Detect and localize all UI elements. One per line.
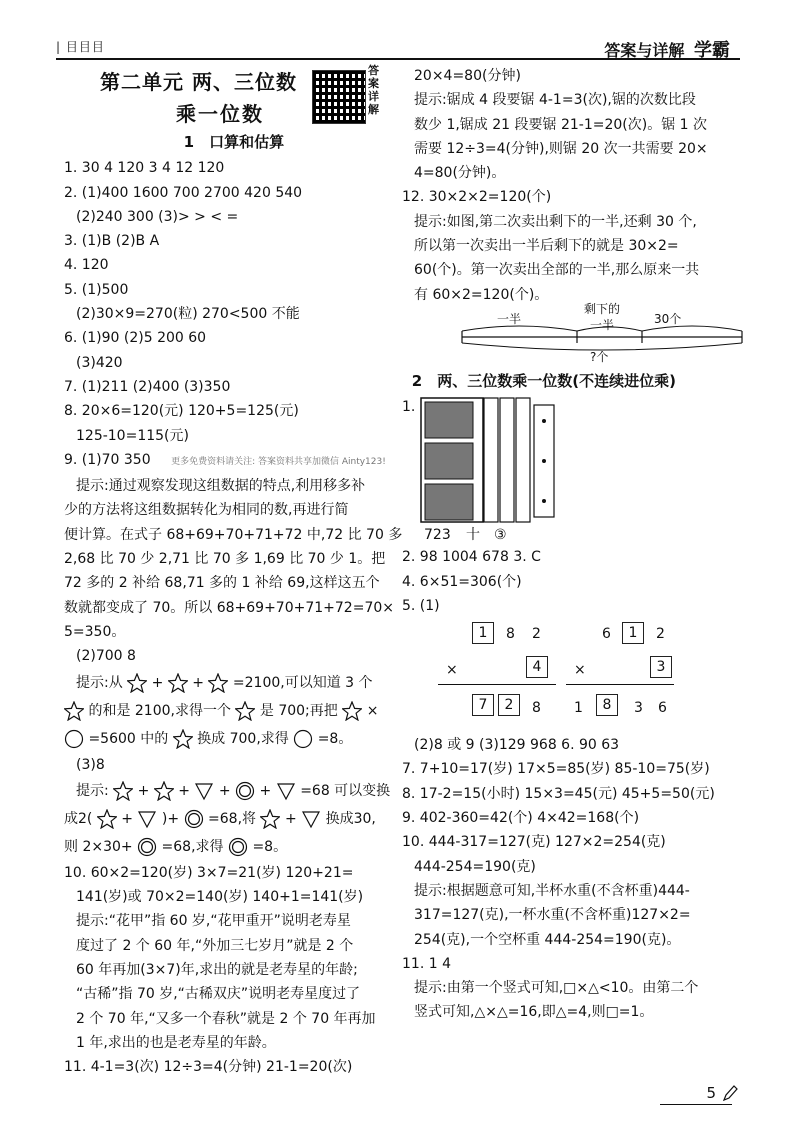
digit: 1 — [574, 700, 583, 717]
star-icon — [260, 809, 280, 829]
answer-line: 11. 4-1=3(次) 12÷3=4(分钟) 21-1=20(次) — [64, 1059, 353, 1076]
hint-line: 317=127(克),一杯水重(不含杯重)127×2= — [414, 907, 691, 924]
double-circle-icon — [137, 837, 157, 857]
vertical-multiplications — [402, 618, 742, 733]
brand-logo: 学霸 — [694, 40, 730, 61]
hint-line: 提示:由第一个竖式可知,□×△<10。由第二个 — [414, 980, 699, 997]
star-icon — [127, 673, 147, 693]
star-hint — [64, 669, 394, 753]
header-answer-title: 答案与详解 — [604, 41, 685, 60]
hint-text: 换成30, — [325, 810, 376, 827]
label-rest-half: 一半 — [590, 317, 615, 332]
circle-icon — [64, 729, 84, 749]
right-column — [402, 64, 742, 1025]
hint-line: 1 年,求出的也是老寿星的年龄。 — [76, 1034, 276, 1051]
answer-line: 3. (1)B (2)B A — [64, 233, 160, 250]
double-circle-icon — [184, 809, 204, 829]
double-circle-icon — [228, 837, 248, 857]
tri-hint-line3 — [64, 833, 394, 861]
hint-line: 数就都变成了 70。所以 68+69+70+71+72=70× — [64, 599, 394, 616]
rule-line — [438, 684, 556, 685]
hint-text: + — [259, 782, 272, 799]
star-icon — [154, 781, 174, 801]
hint-text: =68,求得 — [161, 838, 224, 855]
answer-line: 6. (1)90 (2)5 200 60 — [64, 330, 207, 347]
hint-text: =5600 中的 — [88, 730, 169, 747]
hint-line: 60 年再加(3×7)年,求出的就是老寿星的年龄; — [76, 962, 358, 979]
hint-text: + — [218, 782, 231, 799]
segment-diagram — [402, 301, 742, 364]
star-icon — [168, 673, 188, 693]
answer-line: 5. (1)500 — [64, 281, 129, 298]
answer-line: 10. 444-317=127(克) 127×2=254(克) — [402, 834, 666, 851]
hint-text: 换成 700,求得 — [197, 730, 289, 747]
left-column — [64, 64, 403, 1080]
section-number: 1 — [183, 133, 195, 151]
hint-line: “古稀”指 70 岁,“古稀双庆”说明老寿星度过了 — [76, 986, 361, 1003]
answer-line: 9. 402-360=42(个) 4×42=168(个) — [402, 810, 640, 827]
hint-line: 60(个)。第一次卖出全部的一半,那么原来一共 — [414, 262, 700, 279]
digit: 6 — [658, 700, 667, 717]
hint-line: 提示:如图,第二次卖出剩下的一半,还剩 30 个, — [414, 213, 697, 230]
star-icon — [64, 701, 84, 721]
star-hint-line1 — [64, 669, 394, 697]
hint-text: 提示: — [76, 782, 109, 799]
hint-line: 所以第一次卖出一半后剩下的就是 30×2= — [414, 238, 679, 255]
hint-text: + — [121, 810, 134, 827]
digit: 6 — [602, 626, 611, 643]
answer-line: 4. 6×51=306(个) — [402, 573, 522, 590]
tri-hint-line2 — [64, 805, 394, 833]
answer-line: (3)420 — [76, 354, 123, 371]
answer-9-line — [64, 448, 394, 474]
page-number: 5 — [706, 1084, 716, 1102]
answer-9-text: 9. (1)70 350 — [64, 451, 151, 468]
hint-line: 数少 1,锯成 21 段要锯 21-1=20(次)。锯 1 次 — [414, 116, 708, 133]
star-icon — [342, 701, 362, 721]
star-hint-line3 — [64, 725, 394, 753]
answer-line: 1. 30 4 120 3 4 12 120 — [64, 160, 225, 177]
hint-text: =68 可以变换 — [300, 782, 391, 799]
qr-label: 答案详解 — [368, 64, 379, 116]
hint-text: =8。 — [317, 730, 353, 747]
hint-text: + — [151, 674, 164, 691]
answer-box: 8 — [596, 694, 618, 716]
digit: 8 — [532, 700, 541, 717]
star-icon — [97, 809, 117, 829]
label-half: 一半 — [497, 311, 522, 326]
question-label: 1. — [402, 399, 416, 416]
answer-line: 2. 98 1004 678 3. C — [402, 549, 541, 566]
label-question: ?个 — [590, 349, 609, 364]
hint-line: 提示:根据题意可知,半杯水重(不含杯重)444- — [414, 882, 690, 899]
star-hint-line2 — [64, 697, 394, 725]
answers-10-11 — [64, 861, 394, 1080]
answer-line: 11. 1 4 — [402, 955, 451, 972]
answer-line: (2)8 或 9 (3)129 968 6. 90 63 — [414, 737, 620, 754]
answer-line: 12. 30×2×2=120(个) — [402, 189, 552, 206]
hint-line: 2,68 比 70 少 2,71 比 70 多 1,69 比 70 少 1。把 — [64, 551, 386, 568]
section-heading-1 — [64, 130, 394, 154]
triangle-down-icon — [276, 781, 296, 801]
answer-line: 8. 17-2=15(小时) 15×3=45(元) 45+5=50(元) — [402, 785, 715, 802]
hint-text: 是 700;再把 — [259, 702, 338, 719]
hint-line: 提示:锯成 4 段要锯 4-1=3(次),锯的次数比段 — [414, 92, 696, 109]
answer-line: (2)30×9=270(粒) 270<500 不能 — [76, 306, 300, 323]
section-title: 口算和估算 — [209, 133, 285, 151]
hint-line: 5=350。 — [64, 623, 126, 640]
answer-line: 10. 60×2=120(岁) 3×7=21(岁) 120+21= — [64, 864, 354, 881]
answer-line: 125-10=115(元) — [76, 427, 189, 444]
digit: 2 — [656, 626, 665, 643]
answer-box: 1 — [622, 622, 644, 644]
blocks-caption-plus: 十 — [466, 527, 480, 544]
hint-line: 4=80(分钟)。 — [414, 165, 506, 182]
hint-text: × — [366, 702, 379, 719]
answer-line: 20×4=80(分钟) — [414, 68, 521, 84]
blocks-caption-number: 723 — [424, 527, 451, 544]
multiply-sign: × — [574, 662, 586, 679]
star-icon — [235, 701, 255, 721]
section-number: 2 — [411, 371, 423, 390]
answer-line: (2)240 300 (3)> > < = — [76, 208, 239, 225]
answer-box: 4 — [526, 656, 548, 678]
answer-9-hint — [64, 474, 403, 668]
section-title: 两、三位数乘一位数(不连续进位乘) — [437, 371, 676, 390]
hint-text: 的和是 2100,求得一个 — [88, 702, 231, 719]
hint-line: 便计算。在式子 68+69+70+71+72 中,72 比 70 多 — [64, 526, 403, 543]
hint-text: + — [284, 810, 297, 827]
triangle-down-icon — [194, 781, 214, 801]
unit-title-line2: 乘一位数 — [176, 102, 264, 126]
tri-hint-line1 — [64, 777, 394, 805]
hint-text: + — [137, 782, 150, 799]
hint-line: 有 60×2=120(个)。 — [414, 286, 549, 303]
circle-icon — [293, 729, 313, 749]
header-left-mark: | 目目目 — [56, 40, 105, 54]
hint-text: =68,将 — [208, 810, 257, 827]
section-heading-2 — [402, 369, 742, 393]
hint-line: 提示:通过观察发现这组数据的特点,利用移多补 — [76, 478, 366, 495]
answer-box: 7 — [472, 694, 494, 716]
header-divider — [56, 58, 740, 60]
double-circle-icon — [235, 781, 255, 801]
answer-line: 4. 120 — [64, 257, 109, 274]
answer-box: 2 — [498, 694, 520, 716]
answer-line: 8. 20×6=120(元) 120+5=125(元) — [64, 403, 299, 420]
star-icon — [208, 673, 228, 693]
triangle-down-icon — [137, 809, 157, 829]
answer-box: 3 — [650, 656, 672, 678]
hint-text: + — [192, 674, 204, 691]
unit-title — [64, 64, 394, 124]
pencil-icon — [722, 1084, 738, 1102]
qr-code[interactable] — [312, 70, 366, 124]
hint-line: (2)700 8 — [76, 648, 136, 665]
hint-line: 竖式可知,△×△=16,即△=4,则□=1。 — [414, 1004, 654, 1021]
answers-1-8 — [64, 156, 394, 448]
answer-line: (3)8 — [76, 756, 105, 773]
hint-text: =8。 — [252, 838, 288, 855]
label-30: 30个 — [654, 311, 682, 326]
answer-line: 7. 7+10=17(岁) 17×5=85(岁) 85-10=75(岁) — [402, 761, 710, 778]
hint-text: 成2( — [64, 810, 93, 827]
hint-line: 度过了 2 个 60 年,“外加三七岁月”就是 2 个 — [76, 937, 354, 954]
hint-line: 提示:“花甲”指 60 岁,“花甲重开”说明老寿星 — [76, 913, 351, 930]
hint-text: + — [178, 782, 190, 799]
star-icon — [113, 781, 133, 801]
rule-line — [566, 684, 674, 685]
multiply-sign: × — [446, 662, 458, 679]
answer-line: 7. (1)211 (2)400 (3)350 — [64, 378, 231, 395]
hint-text: 则 2×30+ — [64, 838, 133, 855]
star-icon — [173, 729, 193, 749]
hint-line: 72 多的 2 补给 68,71 多的 1 补给 69,这样这五个 — [64, 575, 380, 592]
page-number-rule — [660, 1104, 732, 1105]
hint-text: 提示:从 — [76, 674, 123, 691]
blocks-svg — [420, 397, 560, 523]
place-value-blocks — [402, 395, 742, 545]
answer-line: 2. (1)400 1600 700 2700 420 540 — [64, 184, 303, 201]
answer-box: 1 — [472, 622, 494, 644]
hint-line: 2 个 70 年,“又多一个春秋”就是 2 个 70 年再加 — [76, 1010, 376, 1027]
hint-line: 254(克),一个空杯重 444-254=190(克)。 — [414, 931, 681, 948]
answers-2-5 — [402, 545, 742, 618]
hint-text: =2100,可以知道 3 个 — [232, 674, 373, 691]
answer-line: 444-254=190(克) — [414, 858, 536, 875]
label-rest: 剩下的 — [584, 301, 621, 316]
answer-line: 5. (1) — [402, 597, 440, 614]
hint-line: 需要 12÷3=4(分钟),则锯 20 次一共需要 20× — [414, 140, 708, 157]
digit: 8 — [506, 626, 515, 643]
hint-line: 少的方法将这组数据转化为相同的数,再进行简 — [64, 502, 349, 519]
answer-line: 141(岁)或 70×2=140(岁) 140+1=141(岁) — [76, 889, 364, 906]
triangle-hint — [64, 777, 394, 861]
triangle-down-icon — [301, 809, 321, 829]
hint-text: )+ — [161, 810, 180, 827]
digit: 3 — [634, 700, 643, 717]
answers-5-11 — [402, 733, 742, 1025]
promo-text: 更多免费资料请关注: 答案资料共享加微信 Ainty123! — [171, 456, 386, 467]
digit: 2 — [532, 626, 541, 643]
unit-title-line1: 第二单元 两、三位数 — [100, 70, 297, 94]
answers-11-12 — [402, 64, 742, 307]
blocks-caption-circled: ③ — [494, 527, 507, 544]
